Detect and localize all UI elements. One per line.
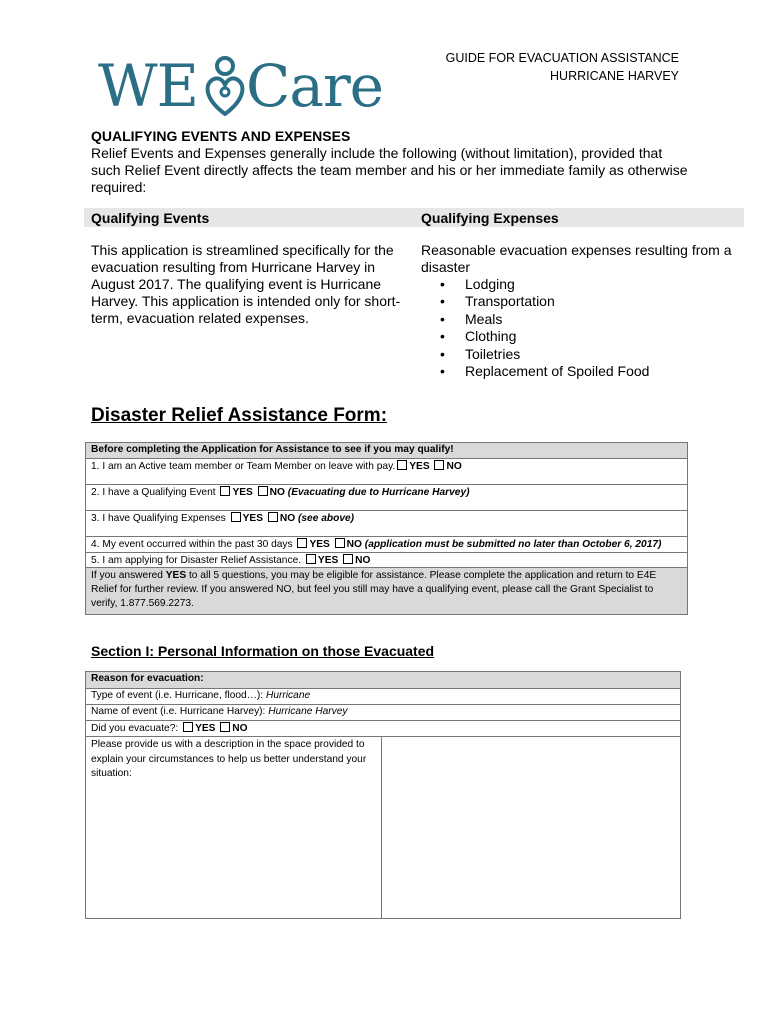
- events-header: Qualifying Events: [91, 210, 210, 226]
- logo-care-text: Care: [246, 52, 384, 120]
- no-label: NO: [269, 487, 285, 498]
- header-line-1: GUIDE FOR EVACUATION ASSISTANCE: [445, 51, 679, 65]
- qualifying-title: QUALIFYING EVENTS AND EXPENSES: [91, 128, 351, 144]
- yes-checkbox[interactable]: [306, 554, 316, 564]
- no-checkbox[interactable]: [434, 460, 444, 470]
- yes-checkbox[interactable]: [231, 512, 241, 522]
- eligibility-table: [85, 442, 688, 615]
- no-checkbox[interactable]: [335, 538, 345, 548]
- no-label: NO: [446, 461, 462, 472]
- did-evacuate-row: [86, 720, 680, 736]
- question-4-row: [86, 536, 687, 552]
- qualifying-intro: Relief Events and Expenses generally include the following (without limitation), provided that such Relief Event directly affects the team member and his or her immediate family as otherwise required:: [91, 145, 688, 195]
- personal-info-table: [85, 671, 681, 919]
- list-item: • Clothing: [440, 328, 649, 345]
- question-3-text: 3. I have Qualifying Expenses: [91, 513, 226, 524]
- footer-text-a: If you answered: [91, 570, 166, 581]
- type-of-event-label: Type of event (i.e. Hurricane, flood…):: [91, 690, 264, 701]
- no-label: NO: [346, 539, 362, 550]
- type-of-event-row: [86, 688, 680, 704]
- question-3-row: [86, 510, 687, 536]
- expenses-header: Qualifying Expenses: [421, 210, 559, 226]
- people-heart-icon: [202, 54, 248, 116]
- header-line-2: HURRICANE HARVEY: [550, 69, 679, 83]
- description-row: [86, 736, 680, 918]
- question-1-text: 1. I am an Active team member or Team Member on leave with pay.: [91, 461, 396, 472]
- no-label: NO: [355, 555, 371, 566]
- no-checkbox[interactable]: [220, 722, 230, 732]
- description-field[interactable]: [383, 737, 680, 918]
- question-5-text: 5. I am applying for Disaster Relief Assistance.: [91, 555, 302, 566]
- list-item: • Replacement of Spoiled Food: [440, 363, 649, 380]
- did-evacuate-label: Did you evacuate?:: [91, 723, 179, 734]
- no-label: NO: [279, 513, 296, 524]
- no-checkbox[interactable]: [258, 486, 268, 496]
- yes-label: YES: [309, 539, 330, 550]
- events-description: This application is streamlined specifically for the evacuation resulting from Hurricane Harvey in August 2017. The qualifying event is Hurricane Harvey. This application is intended only for short-term, evacuation related expenses.: [91, 242, 401, 326]
- footer-text-yes: YES: [165, 570, 187, 581]
- yes-checkbox[interactable]: [183, 722, 193, 732]
- question-1-row: [86, 458, 687, 484]
- yes-label: YES: [317, 555, 339, 566]
- question-4-note: (application must be submitted no later than October 6, 2017): [364, 539, 662, 550]
- yes-checkbox[interactable]: [297, 538, 307, 548]
- expenses-description: Reasonable evacuation expenses resulting from a disaster: [421, 242, 732, 275]
- section-1-title: Section I: Personal Information on those Evacuated: [91, 643, 435, 659]
- question-2-row: [86, 484, 687, 510]
- no-label: NO: [232, 723, 248, 734]
- yes-label: YES: [232, 487, 253, 498]
- question-4-text: 4. My event occurred within the past 30 days: [91, 539, 293, 550]
- we-care-logo: [98, 50, 408, 122]
- reason-header: Reason for evacuation:: [86, 672, 680, 688]
- question-5-row: [86, 552, 687, 567]
- yes-checkbox[interactable]: [220, 486, 230, 496]
- list-item: • Toiletries: [440, 346, 649, 363]
- no-checkbox[interactable]: [343, 554, 353, 564]
- eligibility-header: Before completing the Application for Assistance to see if you may qualify!: [86, 443, 687, 458]
- description-prompt: Please provide us with a description in the space provided to explain your circumstances to help us better understand your situation:: [86, 737, 382, 918]
- list-item: • Transportation: [440, 293, 649, 310]
- eligibility-footer: [86, 567, 687, 614]
- question-2-note: (Evacuating due to Hurricane Harvey): [287, 487, 470, 498]
- yes-label: YES: [409, 461, 430, 472]
- question-2-text: 2. I have a Qualifying Event: [91, 487, 216, 498]
- list-item: • Meals: [440, 311, 649, 328]
- yes-checkbox[interactable]: [397, 460, 407, 470]
- list-item: • Lodging: [440, 276, 649, 293]
- footer-text-c: to all 5 questions, you may be eligible for assistance. Please complete the application and return to E4E Relief for further review. If you answered NO, but feel you still may have a qualifying event, please call the Grant Specialist to verify, 1.877.569.2273.: [91, 570, 657, 609]
- expenses-list: [440, 276, 649, 380]
- document-header: [446, 49, 679, 85]
- logo-we-text: WE: [98, 52, 198, 120]
- yes-label: YES: [195, 723, 216, 734]
- name-of-event-row: [86, 704, 680, 720]
- name-of-event-value[interactable]: Hurricane Harvey: [268, 706, 348, 717]
- yes-label: YES: [242, 513, 264, 524]
- name-of-event-label: Name of event (i.e. Hurricane Harvey):: [91, 706, 266, 717]
- question-3-note: (see above): [297, 513, 355, 524]
- form-title: Disaster Relief Assistance Form:: [91, 405, 388, 426]
- type-of-event-value[interactable]: Hurricane: [265, 690, 311, 701]
- no-checkbox[interactable]: [268, 512, 278, 522]
